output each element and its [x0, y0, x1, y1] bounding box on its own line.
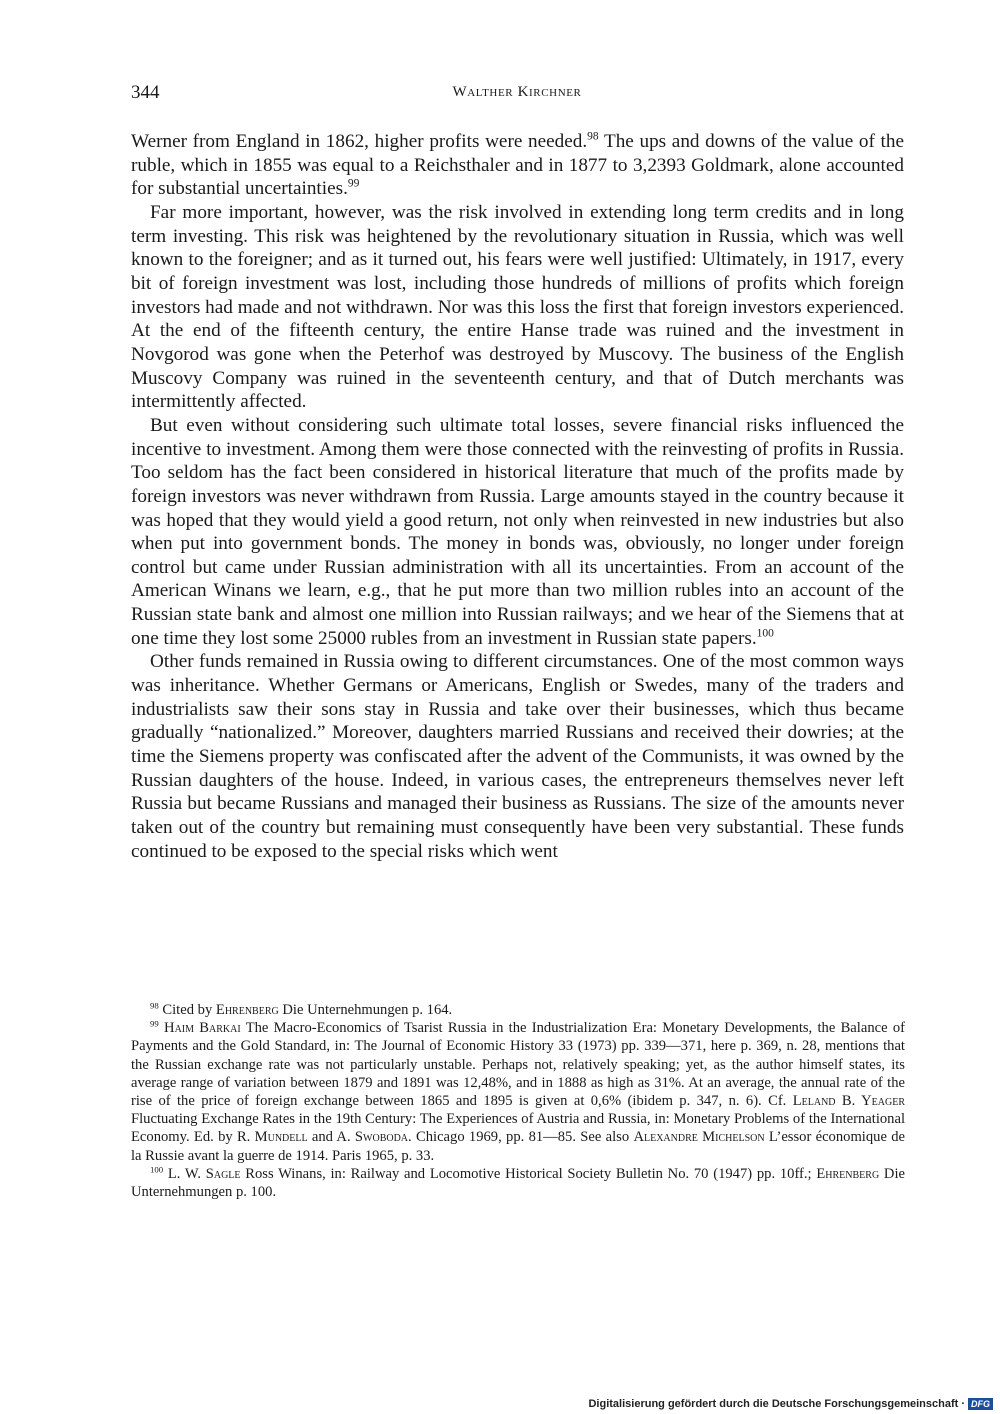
footnote-100-author-2: Ehrenberg	[816, 1165, 880, 1182]
footnote-99-number: 99	[150, 1018, 159, 1029]
footnote-99-author-2: Leland B. Yeager	[792, 1093, 905, 1110]
footnote-99-author-5: Alexandre Michelson	[633, 1129, 765, 1146]
footnote-98-author: Ehrenberg	[215, 1002, 279, 1018]
paragraph-3	[131, 414, 904, 651]
dfg-credit: Digitalisierung gefördert durch die Deutsche Forschungsgemeinschaft ·	[588, 1398, 965, 1410]
paragraph-1-text-b: The ups and downs of the value of the ruble, which in 1855 was equal to a Reichsthaler and in 1877 to 3,2393 Goldmark, alone accounted for substantial uncertainties.	[131, 131, 904, 200]
paragraph-2: Far more important, however, was the risk involved in extending long term credits and in long term investing. This risk was heightened by the revolutionary situation in Russia, which was well known to the foreigner; and as it turned out, his fears were well justified: Ultimately, in 1917, every bit of foreign investment was lost, including those hundreds of millions of profits which foreign investors had made and not withdrawn. Nor was this loss the first that foreign investors experienced. At the end of the fifteenth century, the entire Hanse trade was ruined and the investment in Novgorod was gone when the Peterhof was destroyed by Muscovy. The business of the English Muscovy Company was ruined in the seventeenth century, and that of Dutch merchants was intermittently affected.	[131, 201, 904, 413]
footnote-ref-98: 98	[587, 130, 599, 143]
footnotes	[131, 1001, 905, 1201]
footnote-100: $^{100}$ L. W. Sagle Ross Winans, in: Railway and Locomotive Historical Society Bulletin No. 70 (1947) pp. 10ff.; Ehrenberg Die Unternehmungen p. 100.	[131, 1164, 905, 1201]
footnote-100-number: 100	[150, 1164, 164, 1175]
running-head: Walther Kirchner	[452, 84, 582, 100]
page-number: 344	[131, 82, 160, 103]
paragraph-3-text: But even without considering such ultimate total losses, severe financial risks influenced the incentive to investment. Among them were those connected with the reinvesting of profits in Russia. Too seldom has the fact been considered in historical literature that much of the profits made by foreign investors was never withdrawn from Russia. Large amounts stayed in the country because it was hoped that they would yield a good return, not only when reinvested in new industries but also when put into government bonds. The money in bonds was, obviously, no longer under foreign control but came under Russian administration with all its uncertainties. From an account of the American Winans we learn, e.g., that he put more than two million rubles into an account of the Russian state bank and almost one million into Russian railways; and we hear of the Siemens that at one time they lost some 25000 rubles from an investment in Russian state papers.	[131, 414, 904, 649]
footnote-ref-99: 99	[347, 177, 360, 190]
body-text	[131, 130, 904, 863]
paragraph-1	[131, 130, 904, 201]
dfg-footer	[588, 1398, 993, 1410]
page-header	[131, 82, 903, 106]
footnote-98: $^{98}$ Cited by Ehrenberg Die Unternehmungen p. 164.	[150, 1000, 453, 1018]
footnote-99-author-3: Mundell	[254, 1129, 308, 1146]
footnote-99-author: Haim Barkai	[164, 1020, 241, 1037]
dfg-logo-icon: DFG	[968, 1398, 993, 1410]
footnote-100-author: L. W. Sagle	[167, 1165, 241, 1182]
footnote-99-author-4: Swoboda	[354, 1129, 409, 1146]
paragraph-4: Other funds remained in Russia owing to different circumstances. One of the most common ways was inheritance. Whether Germans or Americans, English or Swedes, many of the traders and industrialists saw their sons stay in Russia and take over their businesses, which thus became gradually “nationalized.” Moreover, daughters married Russians and received their dowries; at the time the Siemens property was confiscated after the advent of the Communists, it was owned by the Russian daughters of the house. Indeed, in various cases, the entrepreneurs themselves never left Russia but became Russians and managed their business as Russians. The size of the amounts never taken out of the country but remaining must consequently have been very substantial. These funds continued to be exposed to the special risks which went	[131, 651, 904, 862]
footnote-98-number: 98	[150, 1000, 159, 1011]
footnote-ref-100: 100	[756, 627, 774, 640]
paragraph-1-text-a: Werner from England in 1862, higher profits were needed.	[131, 131, 588, 152]
footnote-99: $^{99}$ Haim Barkai The Macro-Economics of Tsarist Russia in the Industrialization Era: Monetary Developments, the Balance of Payments and the Gold Standard, in: The Journal of Economic History 33 (1973) pp. 339—371, here p. 369, n. 28, mentions that the Russian exchange rate was not particularly unstable. Perhaps not, relatively speaking; yet, as the author himself states, its average range of variation between 1879 and 1891 was 12,48%, and in 1888 as high as 31%. At an average, the annual rate of the rise of the price of foreign exchange between 1865 and 1895 is given at 0,6% (ibidem p. 347, n. 6). Cf. Leland B. Yeager Fluctuating Exchange Rates in the 19th Century: The Experiences of Austria and Russia, in: Monetary Problems of the International Economy. Ed. by R. Mundell and A. Swoboda. Chicago 1969, pp. 81—85. See also Alexandre Michelson L’essor économique de la Russie avant la guerre de 1914. Paris 1965, p. 33.	[131, 1018, 906, 1164]
